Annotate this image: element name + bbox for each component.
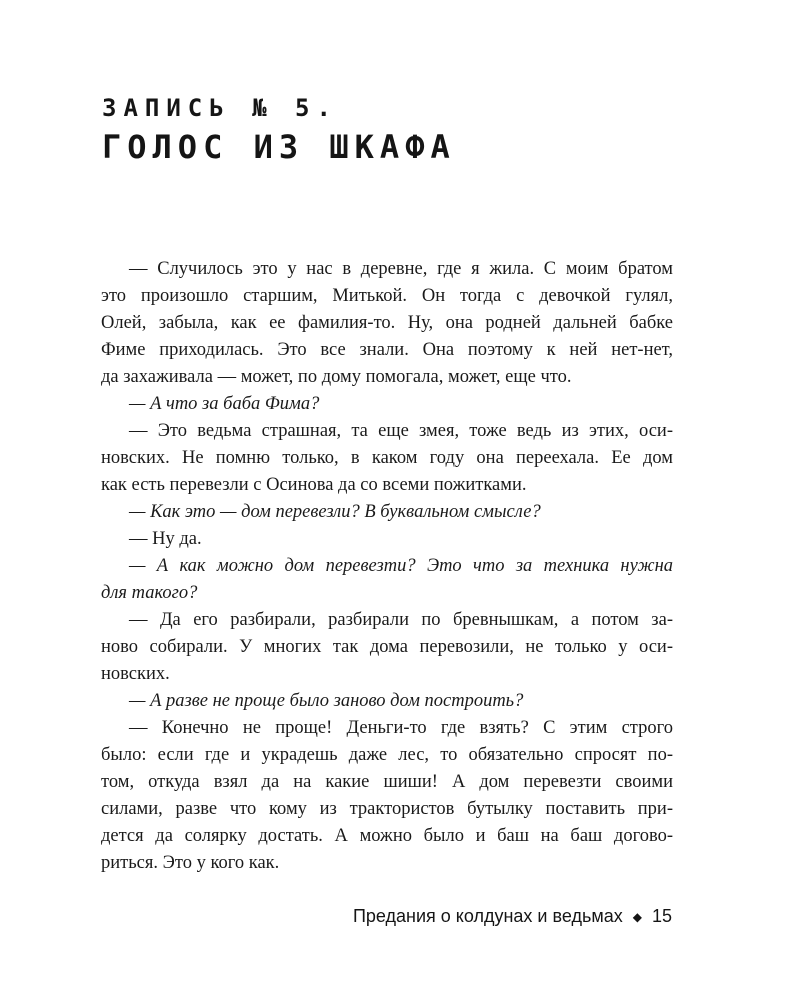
text-line: том, откуда взял да на какие шиши! А дом перевезти своими: [101, 772, 673, 792]
question-paragraph: [101, 553, 673, 607]
text-line: для такого?: [101, 583, 198, 603]
text-line: было: если где и украдешь даже лес, то обязательно спросят по-: [101, 745, 673, 765]
question-paragraph: [101, 391, 673, 418]
text-line: Фиме приходилась. Это все знали. Она поэтому к ней нет-нет,: [101, 340, 673, 360]
answer-paragraph: [101, 418, 673, 499]
text-line: риться. Это у кого как.: [101, 853, 280, 873]
text-line: ново собирали. У многих так дома перевозили, не только у оси-: [101, 637, 673, 657]
text-line: — А как можно дом перевезти? Это что за техника нужна: [129, 556, 673, 576]
text-line: новских.: [101, 664, 170, 684]
text-line: Олей, забыла, как ее фамилия-то. Ну, она родней дальней бабке: [101, 313, 673, 333]
question-paragraph: [101, 688, 673, 715]
body-text: [101, 256, 673, 877]
diamond-separator-icon: ◆: [632, 909, 642, 924]
text-line: — А что за баба Фима?: [129, 394, 320, 414]
text-line: это произошло старшим, Митькой. Он тогда с девочкой гулял,: [101, 286, 673, 306]
answer-paragraph: [101, 607, 673, 688]
text-line: — Случилось это у нас в деревне, где я жила. С моим братом: [129, 259, 673, 279]
running-title: Предания о колдунах и ведьмах: [352, 906, 623, 926]
text-line: — Ну да.: [129, 529, 202, 549]
text-line: — Как это — дом перевезли? В буквальном смысле?: [129, 502, 541, 522]
answer-paragraph: [101, 256, 673, 391]
page-number: 15: [651, 906, 672, 926]
chapter-label: ЗАПИСЬ № 5.: [102, 94, 338, 122]
question-paragraph: [101, 499, 673, 526]
text-line: — А разве не проще было заново дом построить?: [129, 691, 524, 711]
text-line: силами, разве что кому из трактористов бутылку поставить при-: [101, 799, 673, 819]
text-line: как есть перевезли с Осинова да со всеми пожитками.: [101, 475, 527, 495]
text-line: дется да солярку достать. А можно было и баш на баш догово-: [101, 826, 673, 846]
text-line: — Это ведьма страшная, та еще змея, тоже ведь из этих, оси-: [129, 421, 673, 441]
text-line: да захаживала — может, по дому помогала, может, еще что.: [101, 367, 572, 387]
page-footer: [340, 906, 672, 927]
text-line: — Конечно не проще! Деньги-то где взять? С этим строго: [129, 718, 673, 738]
answer-paragraph: [101, 526, 673, 553]
answer-paragraph: [101, 715, 673, 877]
text-line: — Да его разбирали, разбирали по бревнышкам, а потом за-: [129, 610, 673, 630]
chapter-title: ГОЛОС ИЗ ШКАФА: [102, 128, 456, 166]
text-line: новских. Не помню только, в каком году она переехала. Ее дом: [101, 448, 673, 468]
